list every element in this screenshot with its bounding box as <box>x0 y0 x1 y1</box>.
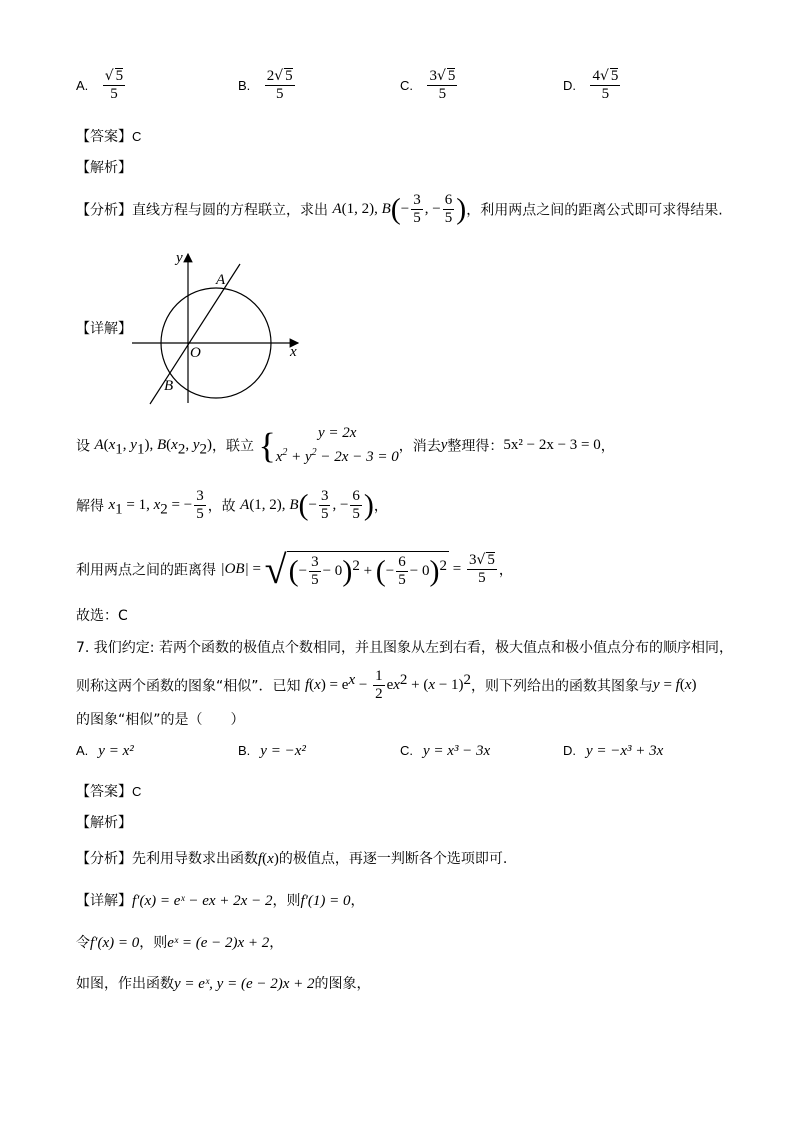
q6-distance-line: 利用两点之间的距离得 |OB| = √(− $\frac{3}{5}$ − 0)$^2$ + (− $\frac{6}{5}$ − 0)$^2$ = $\frac{3√ 5}{5}$ ， <box>76 547 513 592</box>
q6-set-line: 设 $A(x_1$, $y_1$), $B(x_2$, $y_2$)，联立 { y = 2x $x^2 + y^2 - 2x - 3 = 0$ ，消去y整理得：5x² − 2x − 3 = 0， <box>76 425 615 466</box>
q6-option-c: C. $\frac{3√ 5}{5}$ <box>400 68 456 102</box>
q7-xiangjie: 【详解】f′(x) = eˣ − ex + 2x − 2，则f′(1) = 0， <box>76 893 365 909</box>
q6-choose: 故选：C <box>76 608 128 624</box>
label-y: y <box>176 250 183 266</box>
q6-analysis-tag: 【解析】 <box>76 160 132 176</box>
label-B: B <box>164 378 174 394</box>
label-O: O <box>190 345 201 361</box>
option-fraction: $\frac{3√ 5}{5}$ <box>429 68 456 102</box>
q7-option-b: B. y = −x² <box>238 743 306 759</box>
q6-option-b: B. $\frac{2√ 5}{5}$ <box>238 68 293 102</box>
option-fraction: $\frac{4√ 5}{5}$ <box>592 68 619 102</box>
q7-rutu: 如图，作出函数y = eˣ, y = (e − 2)x + 2的图象， <box>76 976 371 992</box>
q7-analysis-tag: 【解析】 <box>76 815 132 831</box>
option-label: A. <box>76 78 89 93</box>
q7-fenxi: 【分析】先利用导数求出函数f(x)的极值点，再逐一判断各个选项即可. <box>76 851 508 867</box>
q7-option-c: C. y = x³ − 3x <box>400 743 491 759</box>
q6-solve-line: 解得 $x_1 = 1$, $x_2$ = − $\frac{3}{5}$ ，故 A(1, 2), B(− $\frac{3}{5}$ , − $\frac{6}{5}$ )， <box>76 488 388 522</box>
q7-line1: 7. 我们约定: 若两个函数的极值点个数相同，并且图象从左到右看，极大值点和极小值点分布的顺序相同， <box>76 640 733 656</box>
q7-option-a: A. y = x² <box>76 743 134 759</box>
q6-fenxi: 【分析】直线方程与圆的方程联立，求出 A(1, 2), B(− $\frac{3}{5}$ , − $\frac{6}{5}$ )，利用两点之间的距离公式即可求得结果. <box>76 192 723 226</box>
label-x: x <box>290 344 297 360</box>
q7-answer: 【答案】C <box>76 784 142 800</box>
label-A: A <box>216 272 226 288</box>
q7-ling: 令f′(x) = 0，则eˣ = (e − 2)x + 2， <box>76 935 284 951</box>
q6-xiangjie-tag: 【详解】 <box>76 321 132 337</box>
option-fraction: $\frac{2√ 5}{5}$ <box>266 68 293 102</box>
option-fraction: $\frac{√ 5}{5}$ <box>104 68 124 102</box>
q6-option-a <box>76 68 127 103</box>
q7-option-d: D. y = −x³ + 3x <box>563 743 664 759</box>
q6-answer: 【答案】C <box>76 129 142 145</box>
q6-option-d: D. $\frac{4√ 5}{5}$ <box>563 68 619 102</box>
circle-line-figure <box>130 248 310 408</box>
q7-line3: 的图象“相似”的是（ ） <box>76 712 245 728</box>
q7-line2: 则称这两个函数的图象“相似”．已知 $f(x) = e^x$ − $\frac{1}{2}$ $ex^2 + (x - 1)^2$，则下列给出的函数其图象与y = f(x) <box>76 668 697 702</box>
